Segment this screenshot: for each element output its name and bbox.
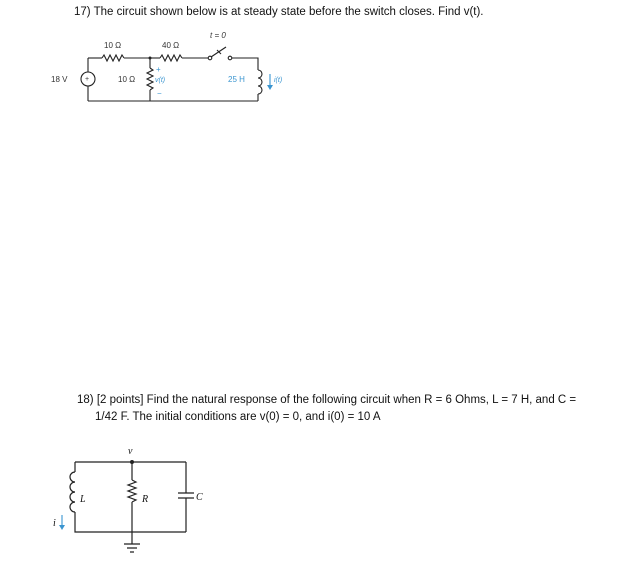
voltage-plus: + — [156, 65, 161, 74]
problem-18-statement-line2: 1/42 F. The initial conditions are v(0) = 0, and i(0) = 10 A — [95, 411, 381, 423]
problem-17-statement: 17) The circuit shown below is at steady state before the switch closes. Find v(t). — [74, 6, 484, 18]
source-label: 18 V — [51, 75, 68, 84]
resistor-10-top-label: 10 Ω — [104, 41, 122, 50]
resistor-40-label: 40 Ω — [162, 41, 180, 50]
voltage-minus: − — [157, 89, 162, 98]
voltage-label: v(t) — [155, 77, 166, 84]
inductor-L-label: L — [80, 494, 86, 505]
inductor-L — [70, 472, 75, 512]
current-label: i(t) — [274, 77, 283, 84]
source-plus-sign: + — [85, 76, 90, 83]
capacitor-C — [178, 493, 194, 498]
problem-18-statement-line1: 18) [2 points] Find the natural response of the following circuit when R = 6 Ohms, L = 7 H, and C = — [77, 394, 577, 406]
node-v-label: v — [128, 446, 133, 457]
resistor-R-label: R — [142, 494, 149, 505]
inductor-label: 25 H — [228, 75, 245, 84]
current-label-18: i — [53, 518, 56, 529]
resistor-10-middle-label: 10 Ω — [118, 75, 136, 84]
capacitor-C-label: C — [196, 492, 203, 503]
switch-time-label: t = 0 — [210, 31, 226, 40]
bottom-wire-18 — [75, 512, 186, 532]
ground-symbol — [124, 544, 140, 552]
resistor-R — [128, 480, 136, 502]
